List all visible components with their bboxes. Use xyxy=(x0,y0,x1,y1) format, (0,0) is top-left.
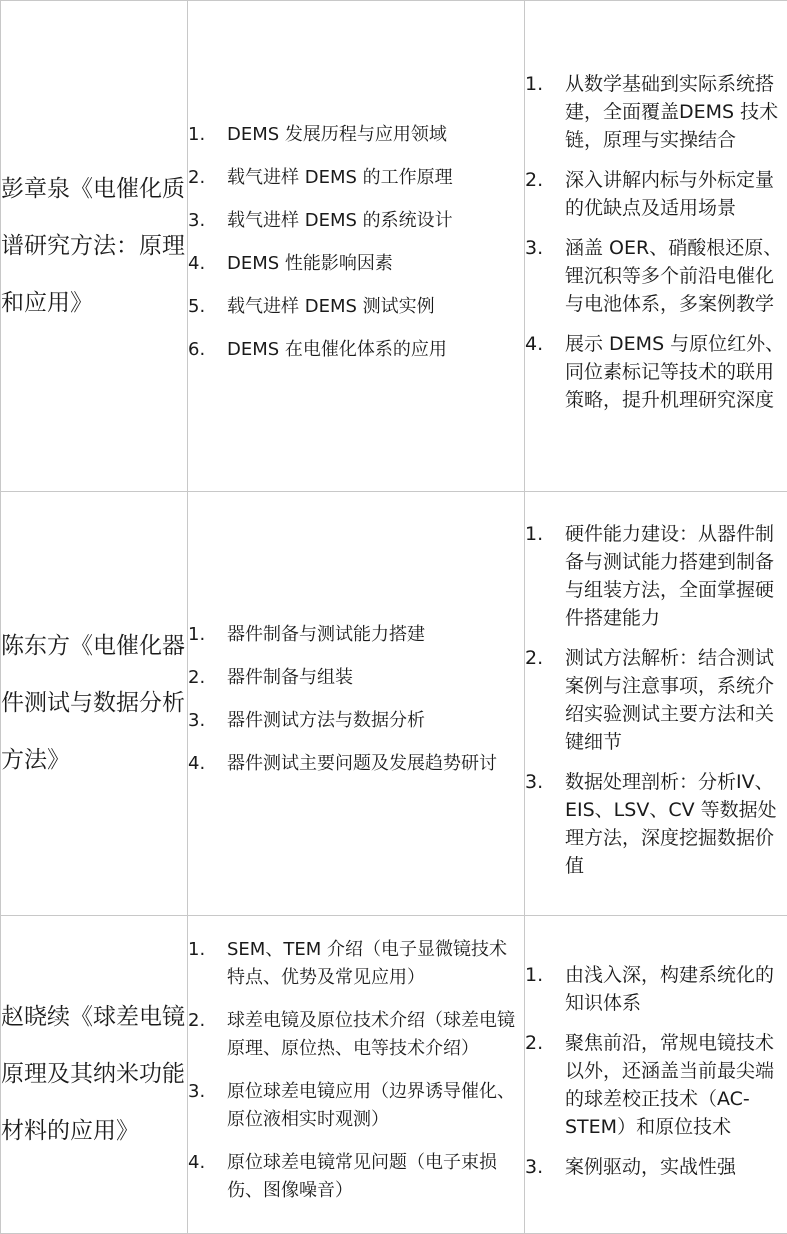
item-number: 4. xyxy=(188,250,227,278)
outline-list xyxy=(188,621,524,778)
outline-item xyxy=(188,621,524,649)
course-features xyxy=(525,1,787,492)
item-text: 从数学基础到实际系统搭建，全面覆盖DEMS 技术链，原理与实操结合 xyxy=(565,70,787,154)
item-text: 器件测试主要问题及发展趋势研讨 xyxy=(227,750,524,778)
item-text: DEMS 性能影响因素 xyxy=(227,250,524,278)
item-text: 展示 DEMS 与原位红外、同位素标记等技术的联用策略，提升机理研究深度 xyxy=(565,330,787,414)
item-text: 器件制备与组装 xyxy=(227,664,524,692)
feature-item xyxy=(525,961,787,1017)
item-number: 3. xyxy=(525,768,565,796)
item-text: 原位球差电镜常见问题（电子束损伤、图像噪音） xyxy=(227,1149,524,1205)
item-text: 深入讲解内标与外标定量的优缺点及适用场景 xyxy=(565,166,787,222)
outline-item xyxy=(188,1007,524,1063)
course-title: 彭章泉《电催化质谱研究方法：原理和应用》 xyxy=(1,1,188,492)
item-number: 1. xyxy=(525,70,565,98)
item-number: 1. xyxy=(188,936,227,964)
item-text: DEMS 发展历程与应用领域 xyxy=(227,121,524,149)
table-row xyxy=(1,916,787,1234)
item-number: 1. xyxy=(525,961,565,989)
item-text: 载气进样 DEMS 的系统设计 xyxy=(227,207,524,235)
item-text: 载气进样 DEMS 的工作原理 xyxy=(227,164,524,192)
item-text: 由浅入深，构建系统化的知识体系 xyxy=(565,961,787,1017)
item-number: 4. xyxy=(188,750,227,778)
feature-list xyxy=(525,70,787,414)
item-text: 案例驱动，实战性强 xyxy=(565,1153,787,1181)
outline-item xyxy=(188,750,524,778)
outline-list xyxy=(188,936,524,1205)
table-row xyxy=(1,492,787,916)
item-number: 4. xyxy=(525,330,565,358)
outline-list xyxy=(188,121,524,364)
item-number: 3. xyxy=(188,707,227,735)
item-number: 1. xyxy=(188,621,227,649)
course-title: 陈东方《电催化器件测试与数据分析方法》 xyxy=(1,492,188,916)
item-number: 2. xyxy=(525,644,565,672)
item-text: 器件测试方法与数据分析 xyxy=(227,707,524,735)
feature-list xyxy=(525,520,787,880)
outline-item xyxy=(188,1149,524,1205)
course-outline xyxy=(188,492,525,916)
feature-item xyxy=(525,1153,787,1181)
item-number: 2. xyxy=(188,664,227,692)
outline-item xyxy=(188,164,524,192)
feature-item xyxy=(525,644,787,756)
feature-item xyxy=(525,520,787,632)
feature-item xyxy=(525,70,787,154)
outline-item xyxy=(188,1078,524,1134)
item-number: 4. xyxy=(188,1149,227,1177)
item-number: 2. xyxy=(188,1007,227,1035)
feature-item xyxy=(525,1029,787,1141)
outline-item xyxy=(188,293,524,321)
item-text: 测试方法解析：结合测试案例与注意事项，系统介绍实验测试主要方法和关键细节 xyxy=(565,644,787,756)
item-text: DEMS 在电催化体系的应用 xyxy=(227,336,524,364)
outline-item xyxy=(188,250,524,278)
item-text: 聚焦前沿，常规电镜技术以外，还涵盖当前最尖端的球差校正技术（AC-STEM）和原位技术 xyxy=(565,1029,787,1141)
item-text: 载气进样 DEMS 测试实例 xyxy=(227,293,524,321)
course-outline xyxy=(188,1,525,492)
item-text: 数据处理剖析：分析IV、EIS、LSV、CV 等数据处理方法，深度挖掘数据价值 xyxy=(565,768,787,880)
feature-item xyxy=(525,768,787,880)
item-number: 2. xyxy=(525,166,565,194)
item-number: 3. xyxy=(525,1153,565,1181)
item-text: 硬件能力建设：从器件制备与测试能力搭建到制备与组装方法，全面掌握硬件搭建能力 xyxy=(565,520,787,632)
outline-item xyxy=(188,121,524,149)
outline-item xyxy=(188,207,524,235)
item-text: 器件制备与测试能力搭建 xyxy=(227,621,524,649)
item-number: 5. xyxy=(188,293,227,321)
outline-item xyxy=(188,336,524,364)
outline-item xyxy=(188,936,524,992)
feature-list xyxy=(525,961,787,1181)
course-features xyxy=(525,916,787,1234)
item-number: 1. xyxy=(525,520,565,548)
outline-item xyxy=(188,707,524,735)
item-text: 球差电镜及原位技术介绍（球差电镜原理、原位热、电等技术介绍） xyxy=(227,1007,524,1063)
item-text: SEM、TEM 介绍（电子显微镜技术特点、优势及常见应用） xyxy=(227,936,524,992)
item-number: 6. xyxy=(188,336,227,364)
course-title: 赵晓续《球差电镜原理及其纳米功能材料的应用》 xyxy=(1,916,188,1234)
item-text: 原位球差电镜应用（边界诱导催化、原位液相实时观测） xyxy=(227,1078,524,1134)
feature-item xyxy=(525,330,787,414)
item-number: 3. xyxy=(525,234,565,262)
item-number: 3. xyxy=(188,207,227,235)
table-row xyxy=(1,1,787,492)
outline-item xyxy=(188,664,524,692)
item-text: 涵盖 OER、硝酸根还原、锂沉积等多个前沿电催化与电池体系，多案例教学 xyxy=(565,234,787,318)
item-number: 3. xyxy=(188,1078,227,1106)
item-number: 2. xyxy=(525,1029,565,1057)
feature-item xyxy=(525,234,787,318)
course-features xyxy=(525,492,787,916)
feature-item xyxy=(525,166,787,222)
course-outline xyxy=(188,916,525,1234)
item-number: 1. xyxy=(188,121,227,149)
item-number: 2. xyxy=(188,164,227,192)
